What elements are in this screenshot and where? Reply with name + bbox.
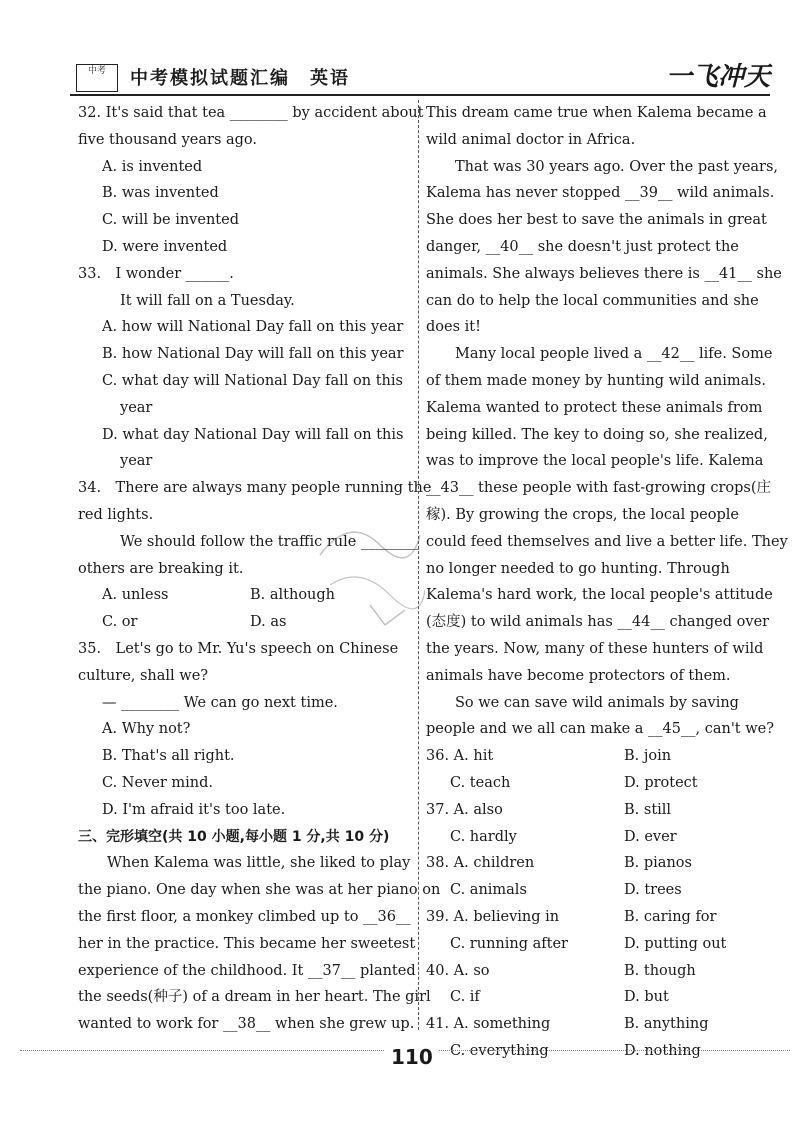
page-number: 110 (385, 1045, 439, 1069)
question-stem: 33. I wonder ______. (78, 265, 234, 282)
option: C. everything (450, 1042, 549, 1059)
option-row (426, 824, 766, 851)
option: 39. A. believing in (426, 908, 560, 925)
passage-line: Many local people lived a __42__ life. Some (455, 346, 773, 363)
cloze-passage-left (78, 850, 441, 1038)
option: B. still (624, 801, 672, 818)
passage-line: her in the practice. This became her sweetest (78, 935, 416, 952)
book-logo: 中考 (76, 64, 118, 92)
option-c: C. what day will National Day fall on this (102, 372, 403, 389)
option-c: C. or (102, 614, 138, 631)
option-d: D. as (250, 614, 287, 631)
option-row (426, 984, 766, 1011)
passage-line: can do to help the local communities and she (426, 292, 759, 309)
option: C. teach (450, 774, 511, 791)
option-d: D. were invented (102, 238, 228, 255)
option: D. trees (624, 882, 682, 899)
option: C. running after (450, 935, 568, 952)
passage-line: (态度) to wild animals has __44__ changed over (426, 614, 770, 631)
option: C. if (450, 989, 480, 1006)
passage-line: does it! (426, 319, 481, 336)
cloze-options (426, 743, 766, 1065)
cloze-passage-right (426, 100, 788, 743)
passage-line: people and we all can make a __45__, can't we? (426, 721, 775, 738)
right-column (426, 100, 788, 1065)
passage-line: of them made money by hunting wild animals. (426, 372, 766, 389)
question-35 (78, 636, 412, 824)
option-a: A. how will National Day fall on this year (102, 319, 404, 336)
option-c: C. Never mind. (102, 774, 213, 791)
option: 36. A. hit (426, 748, 494, 765)
option-row (426, 850, 766, 877)
passage-line: was to improve the local people's life. Kalema (426, 453, 764, 470)
question-stem: It will fall on a Tuesday. (120, 292, 295, 309)
question-32 (78, 100, 424, 261)
option-b: B. That's all right. (102, 748, 235, 765)
passage-line: could feed themselves and live a better life. They (426, 533, 788, 550)
passage-line: the piano. One day when she was at her piano on (78, 882, 441, 899)
passage-line: no longer needed to go hunting. Through (426, 560, 730, 577)
question-stem: others are breaking it. (78, 560, 244, 577)
option-c: C. will be invented (102, 212, 239, 229)
option-row (426, 904, 766, 931)
passage-line: This dream came true when Kalema became a (426, 105, 767, 121)
option: 40. A. so (426, 962, 490, 979)
option: B. though (624, 962, 696, 979)
option: B. pianos (624, 855, 692, 872)
passage-line: animals have become protectors of them. (426, 667, 731, 684)
passage-line: animals. She always believes there is __41__ she (426, 265, 782, 282)
passage-line: Kalema's hard work, the local people's attitude (426, 587, 773, 604)
option: B. caring for (624, 908, 717, 925)
page-header (70, 60, 770, 96)
option-b: B. was invented (102, 185, 219, 202)
question-stem: culture, shall we? (78, 667, 209, 684)
passage-line: Kalema wanted to protect these animals from (426, 399, 763, 416)
passage-line: Kalema has never stopped __39__ wild animals. (426, 185, 775, 202)
option-a: A. is invented (102, 158, 203, 175)
passage-line: So we can save wild animals by saving (455, 694, 739, 711)
question-stem: 35. Let's go to Mr. Yu's speech on Chinese (78, 640, 399, 657)
book-title: 中考模拟试题汇编 英语 (130, 68, 350, 89)
option: 38. A. children (426, 855, 535, 872)
option: 41. A. something (426, 1016, 551, 1033)
option-d-cont: year (120, 453, 153, 470)
option: D. ever (624, 828, 677, 845)
option: D. but (624, 989, 669, 1006)
option-b: B. how National Day will fall on this year (102, 346, 404, 363)
question-stem: — ________ We can go next time. (102, 694, 338, 711)
option-row (426, 797, 766, 824)
question-stem: red lights. (78, 506, 154, 523)
option: B. join (624, 748, 672, 765)
option-row (426, 770, 766, 797)
scribble-mark (310, 495, 430, 635)
option: C. hardly (450, 828, 517, 845)
passage-line: wild animal doctor in Africa. (426, 131, 636, 148)
option-row (426, 1011, 766, 1038)
passage-line: the seeds(种子) of a dream in her heart. The girl (78, 989, 431, 1006)
passage-line: being killed. The key to doing so, she realized, (426, 426, 768, 443)
option-row (426, 931, 766, 958)
question-stem: five thousand years ago. (78, 131, 258, 148)
option-a: A. unless (102, 587, 169, 604)
option-d: D. I'm afraid it's too late. (102, 801, 286, 818)
passage-line: 稼). By growing the crops, the local people (426, 506, 739, 523)
passage-line: That was 30 years ago. Over the past years, (455, 158, 779, 175)
question-stem: 34. There are always many people running the (78, 480, 432, 497)
passage-line: the first floor, a monkey climbed up to __36__ (78, 908, 411, 925)
option: D. nothing (624, 1042, 701, 1059)
passage-line: __43__ these people with fast-growing crops(庄 (426, 480, 772, 497)
option: B. anything (624, 1016, 709, 1033)
option-a: A. Why not? (102, 721, 191, 738)
question-stem: 32. It's said that tea ________ by accident about (78, 105, 424, 121)
option-c-cont: year (120, 399, 153, 416)
option-row (426, 958, 766, 985)
passage-line: danger, __40__ she doesn't just protect the (426, 238, 739, 255)
section-title: 三、完形填空(共 10 小题,每小题 1 分,共 10 分) (78, 828, 390, 845)
option-row (426, 1038, 766, 1065)
question-stem: We should follow the traffic rule ________ (120, 533, 419, 550)
passage-line: She does her best to save the animals in great (426, 212, 767, 229)
passage-line: experience of the childhood. It __37__ planted (78, 962, 416, 979)
option: C. animals (450, 882, 527, 899)
question-33 (78, 261, 412, 475)
passage-line: wanted to work for __38__ when she grew up. (78, 1016, 415, 1033)
option: 37. A. also (426, 801, 503, 818)
option: D. putting out (624, 935, 727, 952)
passage-line: When Kalema was little, she liked to play (107, 855, 411, 872)
option-b: B. although (250, 587, 336, 604)
passage-line: the years. Now, many of these hunters of wild (426, 640, 764, 657)
option-d: D. what day National Day will fall on this (102, 426, 404, 443)
option-row (426, 877, 766, 904)
option-row (426, 743, 766, 770)
series-brand: 一飞冲天 (665, 62, 770, 92)
option: D. protect (624, 774, 698, 791)
